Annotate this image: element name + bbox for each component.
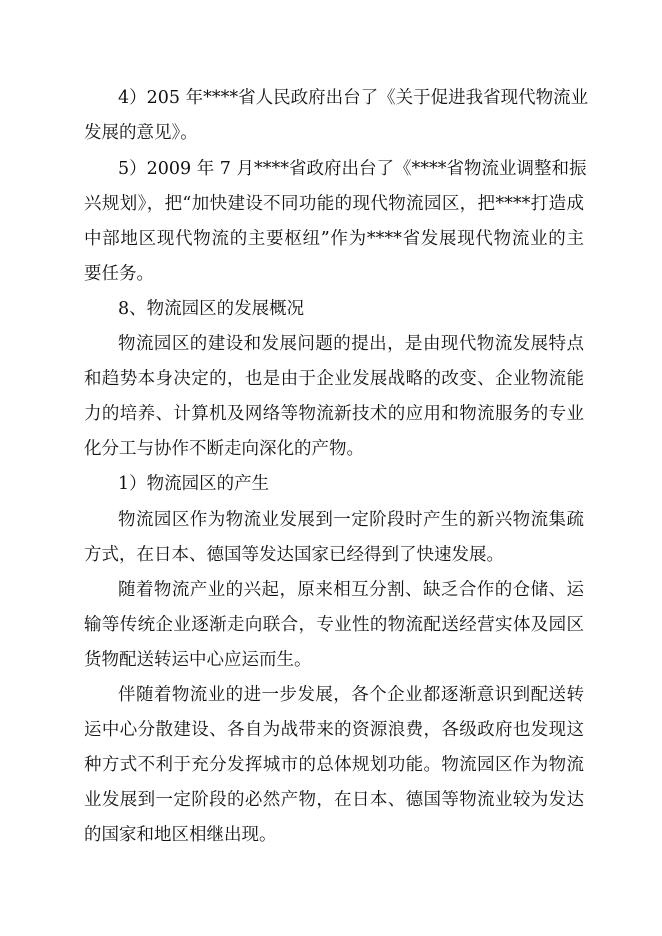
text-line-12: 1）物流园区的产生 (118, 474, 270, 494)
text-line-4: 兴规划》，把“加快建设不同功能的现代物流园区，把****打造成 (84, 194, 584, 214)
text-line-10: 力的培养、计算机及网络等物流新技术的应用和物流服务的专业 (84, 404, 584, 424)
text-line-3: 5）2009 年 7 月****省政府出台了《****省物流业调整和振 (118, 159, 587, 179)
text-line-1: 4）205 年****省人民政府出台了《关于促进我省现代物流业 (118, 88, 589, 108)
text-line-15: 随着物流产业的兴起，原来相互分割、缺乏合作的仓储、运 (118, 580, 584, 600)
text-line-11: 化分工与协作不断走向深化的产物。 (84, 439, 364, 459)
text-line-19: 运中心分散建设、各自为战带来的资源浪费，各级政府也发现这 (84, 720, 584, 740)
text-line-8: 物流园区的建设和发展问题的提出，是由现代物流发展特点 (118, 334, 584, 354)
text-line-21: 业发展到一定阶段的必然产物，在日本、德国等物流业较为发达 (84, 790, 584, 810)
text-line-9: 和趋势本身决定的，也是由于企业发展战略的改变、企业物流能 (84, 369, 584, 389)
text-line-22: 的国家和地区相继出现。 (84, 825, 277, 845)
text-line-14: 方式，在日本、德国等发达国家已经得到了快速发展。 (84, 545, 504, 565)
text-line-5: 中部地区现代物流的主要枢纽”作为****省发展现代物流业的主 (84, 229, 584, 249)
text-line-16: 输等传统企业逐渐走向联合，专业性的物流配送经营实体及园区 (84, 615, 584, 635)
text-line-13: 物流园区作为物流业发展到一定阶段时产生的新兴物流集疏 (118, 510, 584, 530)
text-line-7: 8、物流园区的发展概况 (118, 299, 305, 319)
text-line-20: 种方式不利于充分发挥城市的总体规划功能。物流园区作为物流 (84, 755, 584, 775)
text-line-2: 发展的意见》。 (84, 123, 198, 143)
text-line-17: 货物配送转运中心应运而生。 (84, 650, 312, 670)
text-line-18: 伴随着物流业的进一步发展，各个企业都逐渐意识到配送转 (118, 685, 584, 705)
text-line-6: 要任务。 (84, 264, 154, 284)
